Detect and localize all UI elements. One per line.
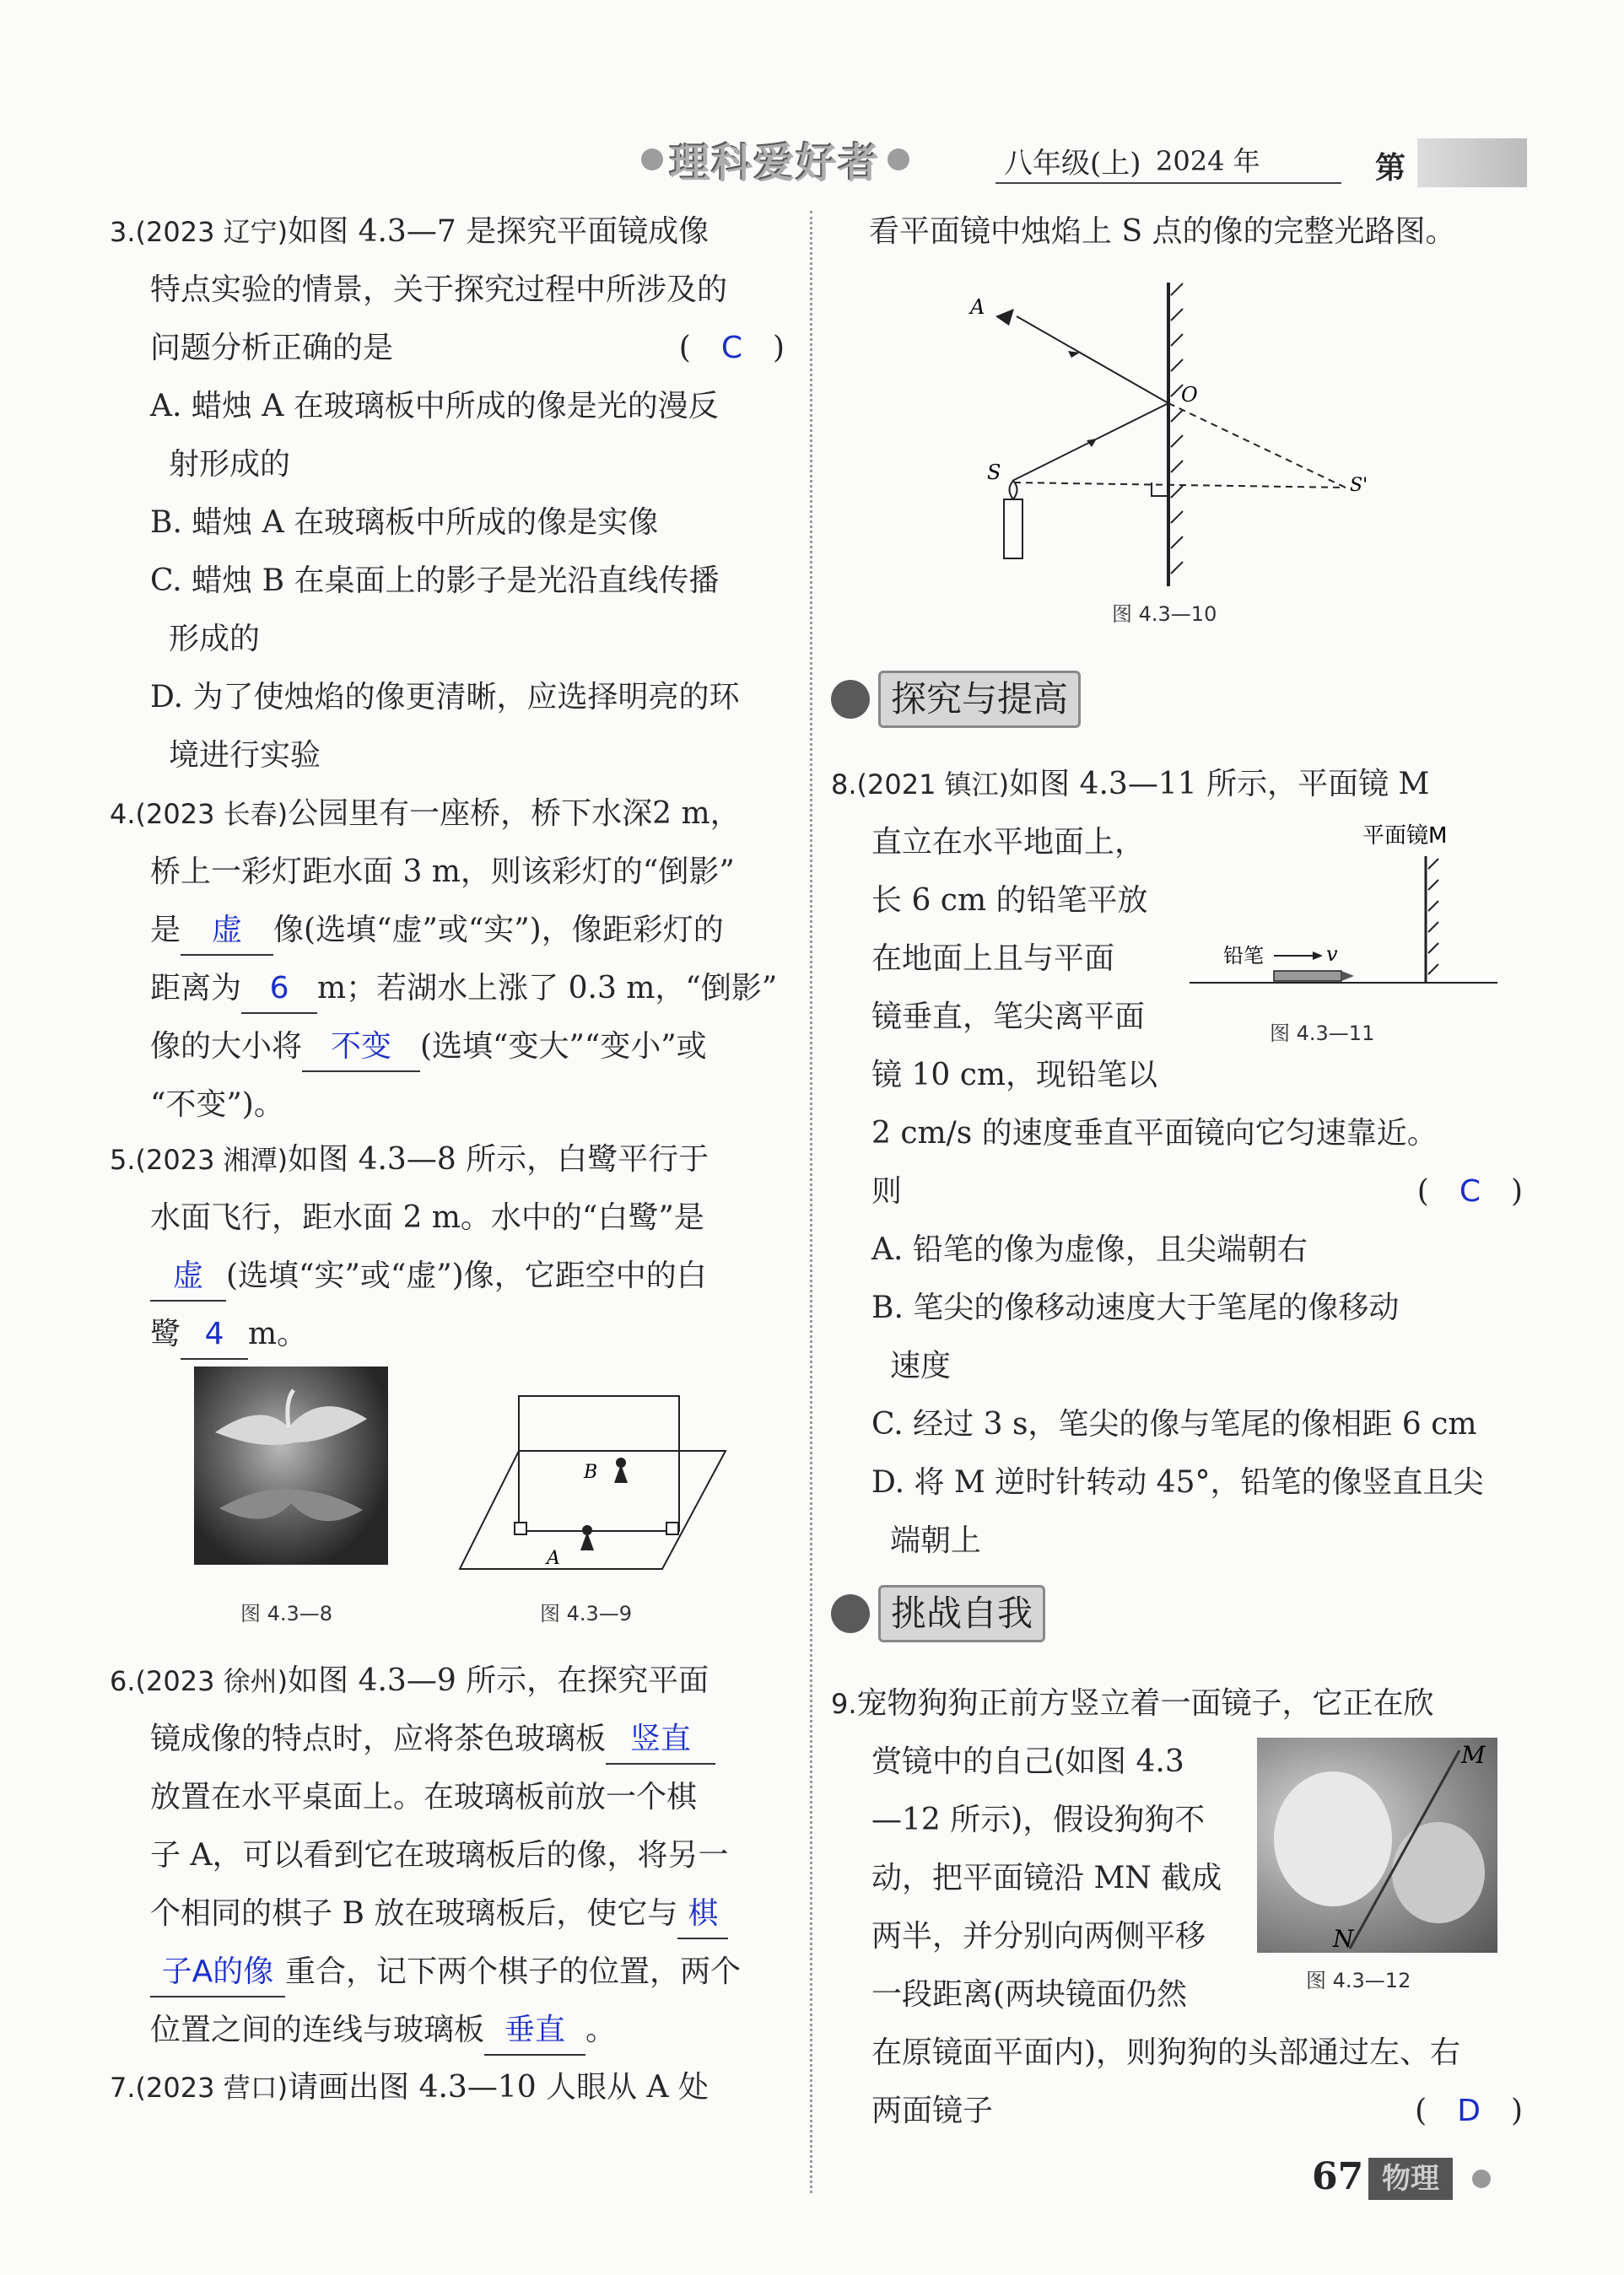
- q9-text: 在原镜面平面内)，则狗狗的头部通过左、右: [871, 2035, 1461, 2070]
- section-title-text: 探究与提高: [878, 671, 1081, 728]
- q8-option-b-cont: 速度: [890, 1349, 952, 1383]
- q3-option-a: A. 蜡烛 A 在玻璃板中所成的像是光的漫反: [150, 389, 719, 423]
- label-n: N: [1333, 1925, 1354, 1953]
- q5-line: [110, 1247, 785, 1305]
- dog-mirror-photo: [1257, 1738, 1497, 1953]
- q7-text: 看平面镜中烛焰上 S 点的像的完整光路图。: [869, 214, 1456, 249]
- q3-option-c: C. 蜡烛 B 在桌面上的影子是光沿直线传播: [150, 563, 720, 598]
- q6-line: [110, 1710, 785, 1768]
- label-m: M: [1461, 1741, 1486, 1769]
- q8-option-c: C. 经过 3 s，笔尖的像与笔尾的像相距 6 cm: [871, 1407, 1477, 1442]
- q8-source: 8.(2021 镇江): [831, 768, 1010, 801]
- figure-4-3-11-caption: 图 4.3—11: [1270, 1022, 1375, 1045]
- section-title-text: 挑战自我: [878, 1585, 1045, 1642]
- q3-option-b: B. 蜡烛 A 在玻璃板中所成的像是实像: [150, 505, 659, 540]
- mirror-label: 平面镜M: [1362, 823, 1448, 849]
- q3-option-c-cont: 形成的: [169, 622, 261, 656]
- q6-line: [110, 1884, 785, 1943]
- candle-flame: [1010, 481, 1017, 499]
- q5-text: (选填“实”或“虚”)像，它距空中的白: [226, 1259, 707, 1293]
- chess-piece-b-head: [616, 1458, 626, 1468]
- q8-answer: C: [1459, 1174, 1481, 1209]
- q3-option-d: D. 为了使烛焰的像更清晰，应选择明亮的环: [150, 680, 740, 714]
- q4-text: (选填“变大”“变小”或: [420, 1029, 707, 1064]
- reflected-ray: [1017, 316, 1168, 403]
- q6-source: 6.(2023 徐州): [110, 1665, 289, 1697]
- q5-text: 如图 4.3—8 所示，白鹭平行于: [288, 1142, 709, 1177]
- q8-option-a: A. 铅笔的像为虚像，且尖端朝右: [871, 1232, 1308, 1267]
- glass-plate: [519, 1396, 679, 1531]
- q3-source: 3.(2023 辽宁): [110, 216, 289, 248]
- q9-text: 宠物狗狗正前方竖立着一面镜子，它正在欣: [856, 1686, 1434, 1721]
- q3-stem-text: 问题分析正确的是: [150, 331, 394, 365]
- section-challenge: [831, 1583, 1045, 1644]
- q8-answer-paren: ( C ): [1416, 1174, 1523, 1209]
- q6-text: 位置之间的连线与玻璃板: [150, 2013, 485, 2047]
- chess-piece-a-head: [582, 1525, 592, 1535]
- label-b: B: [584, 1462, 598, 1483]
- q6-text: 镜成像的特点时，应将茶色玻璃板: [150, 1722, 607, 1756]
- q3-answer: C: [720, 331, 742, 365]
- q4-line: [110, 959, 785, 1017]
- section-explore: [831, 669, 1081, 730]
- q8-text: 直立在水平地面上，: [871, 825, 1146, 860]
- figure-4-3-10-caption: 图 4.3—10: [1112, 602, 1217, 626]
- q9-text: 动，把平面镜沿 MN 截成: [871, 1861, 1222, 1895]
- q4-text: “不变”)。: [150, 1087, 284, 1122]
- figure-4-3-9-caption: 图 4.3—9: [540, 1602, 633, 1625]
- q6-text: 个相同的棋子 B 放在玻璃板后，使它与: [150, 1896, 678, 1931]
- column-divider: [810, 211, 812, 2193]
- q3-option-d-cont: 境进行实验: [169, 738, 321, 773]
- q7-source: 7.(2023 营口): [110, 2072, 289, 2104]
- q5-text: 鹭: [150, 1317, 181, 1351]
- figure-4-3-9: [456, 1383, 734, 1577]
- question-3: [110, 202, 785, 784]
- brand-dot-icon: [641, 148, 663, 170]
- q4-blank-2: 6: [241, 965, 317, 1014]
- q5-text: m。: [248, 1317, 308, 1351]
- label-s: S: [987, 461, 1001, 484]
- q8-text: 如图 4.3—11 所示，平面镜 M: [1009, 767, 1430, 801]
- q8-text: 长 6 cm 的铅笔平放: [871, 883, 1148, 918]
- q4-text: m；若湖水上涨了 0.3 m，“倒影”: [317, 971, 778, 1005]
- figure-4-3-10: [953, 278, 1392, 590]
- brand-name: 理科爱好者: [670, 139, 882, 187]
- q9-answer: D: [1457, 2094, 1481, 2128]
- pencil-label: 铅笔: [1223, 944, 1264, 968]
- question-6: [110, 1652, 785, 2059]
- dog: [1274, 1771, 1392, 1906]
- subject-label: 物理: [1368, 2158, 1453, 2200]
- q3-stem-line: [110, 319, 785, 377]
- velocity-label: v: [1326, 942, 1338, 966]
- q8-text: 镜 10 cm，现铅笔以: [871, 1058, 1157, 1092]
- page-header: [641, 135, 1510, 187]
- q6-text: 子 A，可以看到它在玻璃板后的像，将另一: [150, 1838, 729, 1873]
- dog-photo-overlay: [1257, 1738, 1497, 1953]
- issue-prefix: 第: [1375, 150, 1406, 186]
- q5-line: [110, 1305, 785, 1363]
- q6-text: 如图 4.3—9 所示，在探究平面: [288, 1663, 709, 1698]
- egret-silhouette: [194, 1367, 388, 1565]
- q8-option-d-cont: 端朝上: [890, 1523, 982, 1558]
- q3-answer-paren: ( C ): [678, 331, 785, 365]
- candle: [1004, 499, 1022, 558]
- q6-line: [110, 2001, 785, 2059]
- header-gradient: [1417, 138, 1527, 187]
- q9-text: 赏镜中的自己(如图 4.3: [871, 1744, 1184, 1779]
- q4-line: [110, 1017, 785, 1076]
- q4-blank-3: 不变: [302, 1023, 420, 1072]
- brand-logo: [641, 135, 909, 187]
- section-bullet-icon: [831, 1594, 870, 1633]
- dog-reflection: [1392, 1822, 1485, 1923]
- object-image-line: [1014, 482, 1346, 488]
- q4-line: [110, 901, 785, 959]
- figure-4-3-12-caption: 图 4.3—12: [1306, 1969, 1411, 1992]
- q6-blank-1: 竖直: [606, 1716, 715, 1765]
- q6-text: 。: [585, 2013, 617, 2047]
- q3-option-a-cont: 射形成的: [169, 447, 291, 482]
- question-7-cont: [869, 202, 1544, 261]
- header-rule: [995, 182, 1341, 184]
- q5-text: 水面飞行，距水面 2 m。水中的“白鹭”是: [150, 1200, 704, 1235]
- grade-label: 八年级(上): [1004, 147, 1141, 181]
- q3-stem-line: 如图 4.3—7 是探究平面镜成像: [288, 214, 709, 249]
- question-4: [110, 784, 785, 1134]
- q8-text: 则: [871, 1174, 903, 1209]
- q9-answer-paren: ( D ): [1415, 2094, 1523, 2128]
- egret-photo: [194, 1367, 388, 1565]
- label-a: A: [547, 1548, 560, 1569]
- label-o: O: [1181, 383, 1198, 407]
- q6-text: 重合，记下两个棋子的位置，两个: [285, 1954, 742, 1989]
- q5-blank-1: 虚: [150, 1253, 226, 1302]
- q4-source: 4.(2023 长春): [110, 798, 289, 830]
- plate-stand: [515, 1523, 526, 1534]
- q5-blank-2: 4: [181, 1311, 248, 1360]
- q6-text: 放置在水平桌面上。在玻璃板前放一个棋: [150, 1780, 698, 1814]
- q7-text: 请画出图 4.3—10 人眼从 A 处: [288, 2070, 709, 2105]
- pencil-tip: [1341, 971, 1354, 981]
- q8-option-b: B. 笔尖的像移动速度大于笔尾的像移动: [871, 1291, 1400, 1325]
- q8-text: 在地面上且与平面: [871, 941, 1115, 976]
- q9-text: 两面镜子: [871, 2094, 994, 2128]
- pencil: [1274, 971, 1341, 981]
- q8-text: 2 cm/s 的速度垂直平面镜向它匀速靠近。: [871, 1116, 1438, 1151]
- year-label: 2024 年: [1156, 145, 1260, 177]
- figure-4-3-11: [1181, 814, 1519, 991]
- label-a: A: [970, 295, 985, 319]
- eye-icon: [995, 309, 1014, 326]
- q9-source: 9.: [831, 1688, 857, 1720]
- question-5: [110, 1130, 785, 1363]
- q8-option-d: D. 将 M 逆时针转动 45°，铅笔的像竖直且尖: [871, 1465, 1484, 1500]
- brand-dot-icon: [888, 148, 909, 170]
- q4-text: 距离为: [150, 971, 242, 1005]
- q4-text: 桥上一彩灯距水面 3 m，则该彩灯的“倒影”: [150, 854, 735, 889]
- q6-line: [110, 1943, 785, 2001]
- q4-text: 像的大小将: [150, 1029, 303, 1064]
- label-s-prime: S': [1350, 475, 1368, 496]
- q5-source: 5.(2023 湘潭): [110, 1144, 289, 1176]
- q9-line: [831, 2082, 1523, 2140]
- q6-blank-3: 垂直: [484, 2007, 585, 2056]
- virtual-ray: [1168, 403, 1346, 488]
- velocity-arrowhead: [1313, 952, 1323, 960]
- q9-text: 一段距离(两块镜面仍然: [871, 1977, 1188, 2012]
- q4-text: 公园里有一座桥，桥下水深2 m，: [288, 796, 741, 831]
- mirror-hatching: [1428, 859, 1438, 974]
- plate-stand: [666, 1523, 678, 1534]
- q4-blank-1: 虚: [181, 907, 273, 956]
- q4-text: 像(选填“虚”或“实”)，像距彩灯的: [273, 913, 724, 947]
- q8-text: 镜垂直，笔尖离平面: [871, 1000, 1146, 1034]
- q6-blank-2: 棋: [677, 1890, 728, 1939]
- q8-line: [831, 1162, 1523, 1221]
- question-7: [110, 2058, 785, 2116]
- page-number: 67: [1312, 2155, 1364, 2198]
- footer-dot-icon: [1472, 2170, 1491, 2188]
- mirror-hatching: [1171, 283, 1183, 574]
- section-bullet-icon: [831, 680, 870, 719]
- q9-text: —12 所示)，假设狗狗不: [871, 1803, 1206, 1837]
- q3-stem-line: 特点实验的情景，关于探究过程中所涉及的: [150, 272, 728, 307]
- figure-4-3-8-caption: 图 4.3—8: [240, 1602, 333, 1625]
- q9-text: 两半，并分别向两侧平移: [871, 1919, 1206, 1954]
- q4-text: 是: [150, 913, 181, 947]
- q6-blank-2-cont: 子A的像: [150, 1949, 285, 1997]
